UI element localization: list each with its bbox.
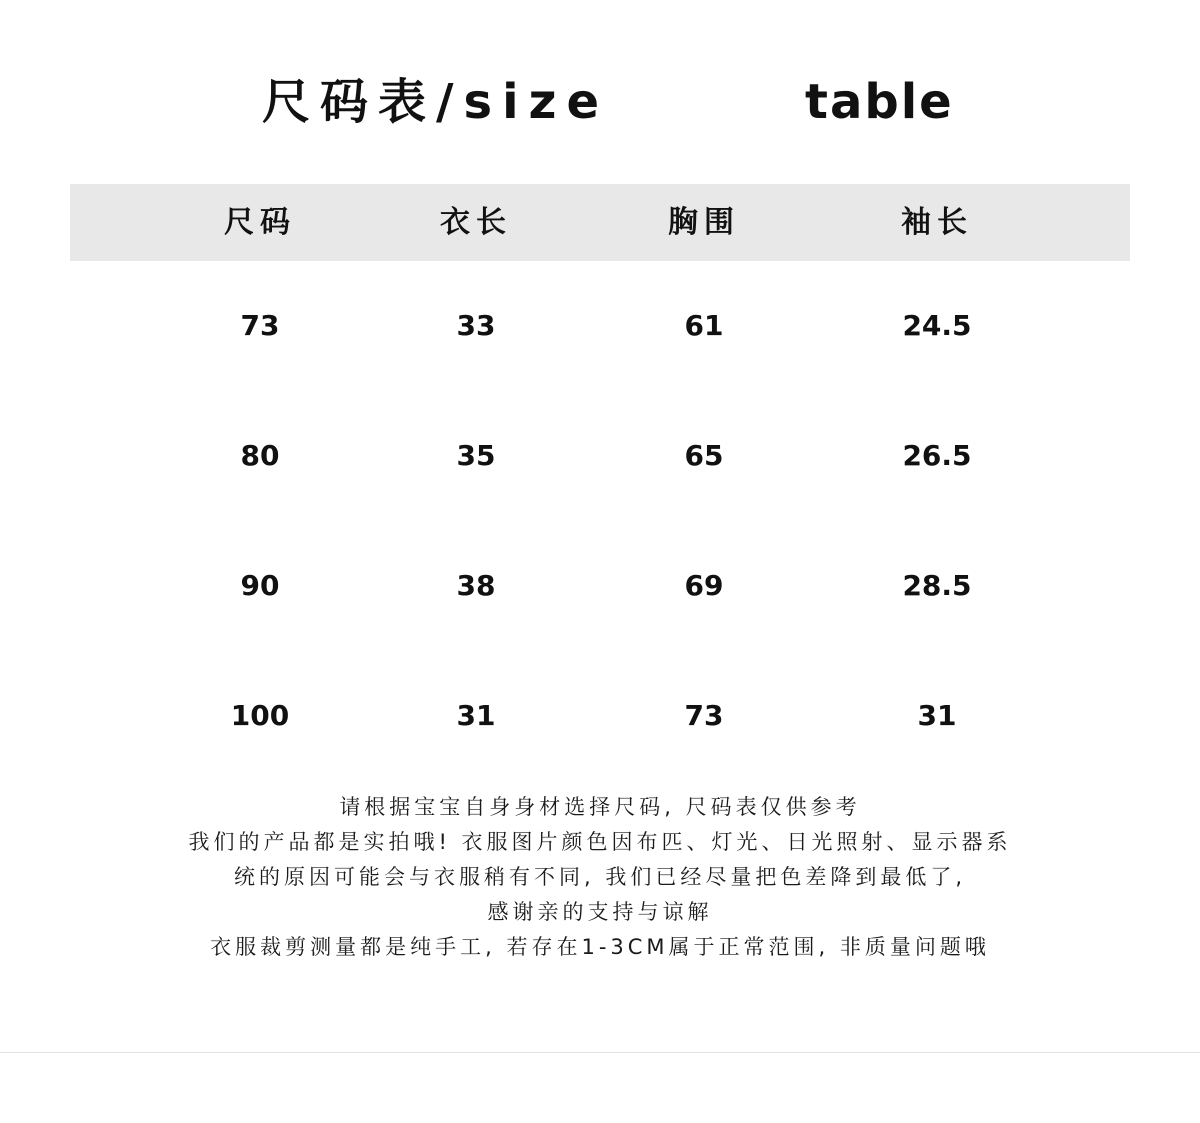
table-cell-sleeve: 26.5	[902, 439, 972, 472]
table-cell-length: 31	[456, 699, 496, 732]
size-notes	[60, 790, 1140, 965]
note-line: 感谢亲的支持与谅解	[487, 900, 713, 924]
table-cell-sleeve: 28.5	[902, 569, 972, 602]
note-line: 我们的产品都是实拍哦! 衣服图片颜色因布匹、灯光、日光照射、显示器系	[188, 830, 1012, 854]
table-cell-chest: 61	[684, 309, 724, 342]
header-sleeve: 袖长	[901, 205, 973, 240]
table-row	[70, 391, 1130, 521]
table-cell-size: 80	[240, 439, 280, 472]
table-cell-size: 90	[240, 569, 280, 602]
table-cell-size: 100	[230, 699, 290, 732]
bottom-divider	[0, 1052, 1200, 1053]
table-cell-sleeve: 31	[917, 699, 957, 732]
table-cell-length: 33	[456, 309, 496, 342]
table-cell-sleeve: 24.5	[902, 309, 972, 342]
table-header-row	[70, 184, 1130, 261]
note-line: 衣服裁剪测量都是纯手工, 若存在1-3CM属于正常范围, 非质量问题哦	[210, 935, 990, 959]
note-line: 统的原因可能会与衣服稍有不同, 我们已经尽量把色差降到最低了,	[233, 865, 967, 889]
table-cell-length: 35	[456, 439, 496, 472]
header-size: 尺码	[224, 205, 296, 240]
page-title	[0, 62, 1200, 142]
table-row	[70, 521, 1130, 651]
size-table	[70, 184, 1130, 781]
table-cell-chest: 69	[684, 569, 724, 602]
table-cell-chest: 65	[684, 439, 724, 472]
table-cell-size: 73	[240, 309, 280, 342]
table-row	[70, 261, 1130, 391]
table-row	[70, 651, 1130, 781]
title-main: 尺码表/size	[262, 74, 610, 130]
title-sub: table	[805, 74, 954, 130]
table-body	[70, 261, 1130, 781]
table-cell-length: 38	[456, 569, 496, 602]
header-length: 衣长	[440, 205, 512, 240]
header-chest: 胸围	[668, 205, 740, 240]
note-line: 请根据宝宝自身身材选择尺码, 尺码表仅供参考	[339, 795, 861, 819]
table-cell-chest: 73	[684, 699, 724, 732]
